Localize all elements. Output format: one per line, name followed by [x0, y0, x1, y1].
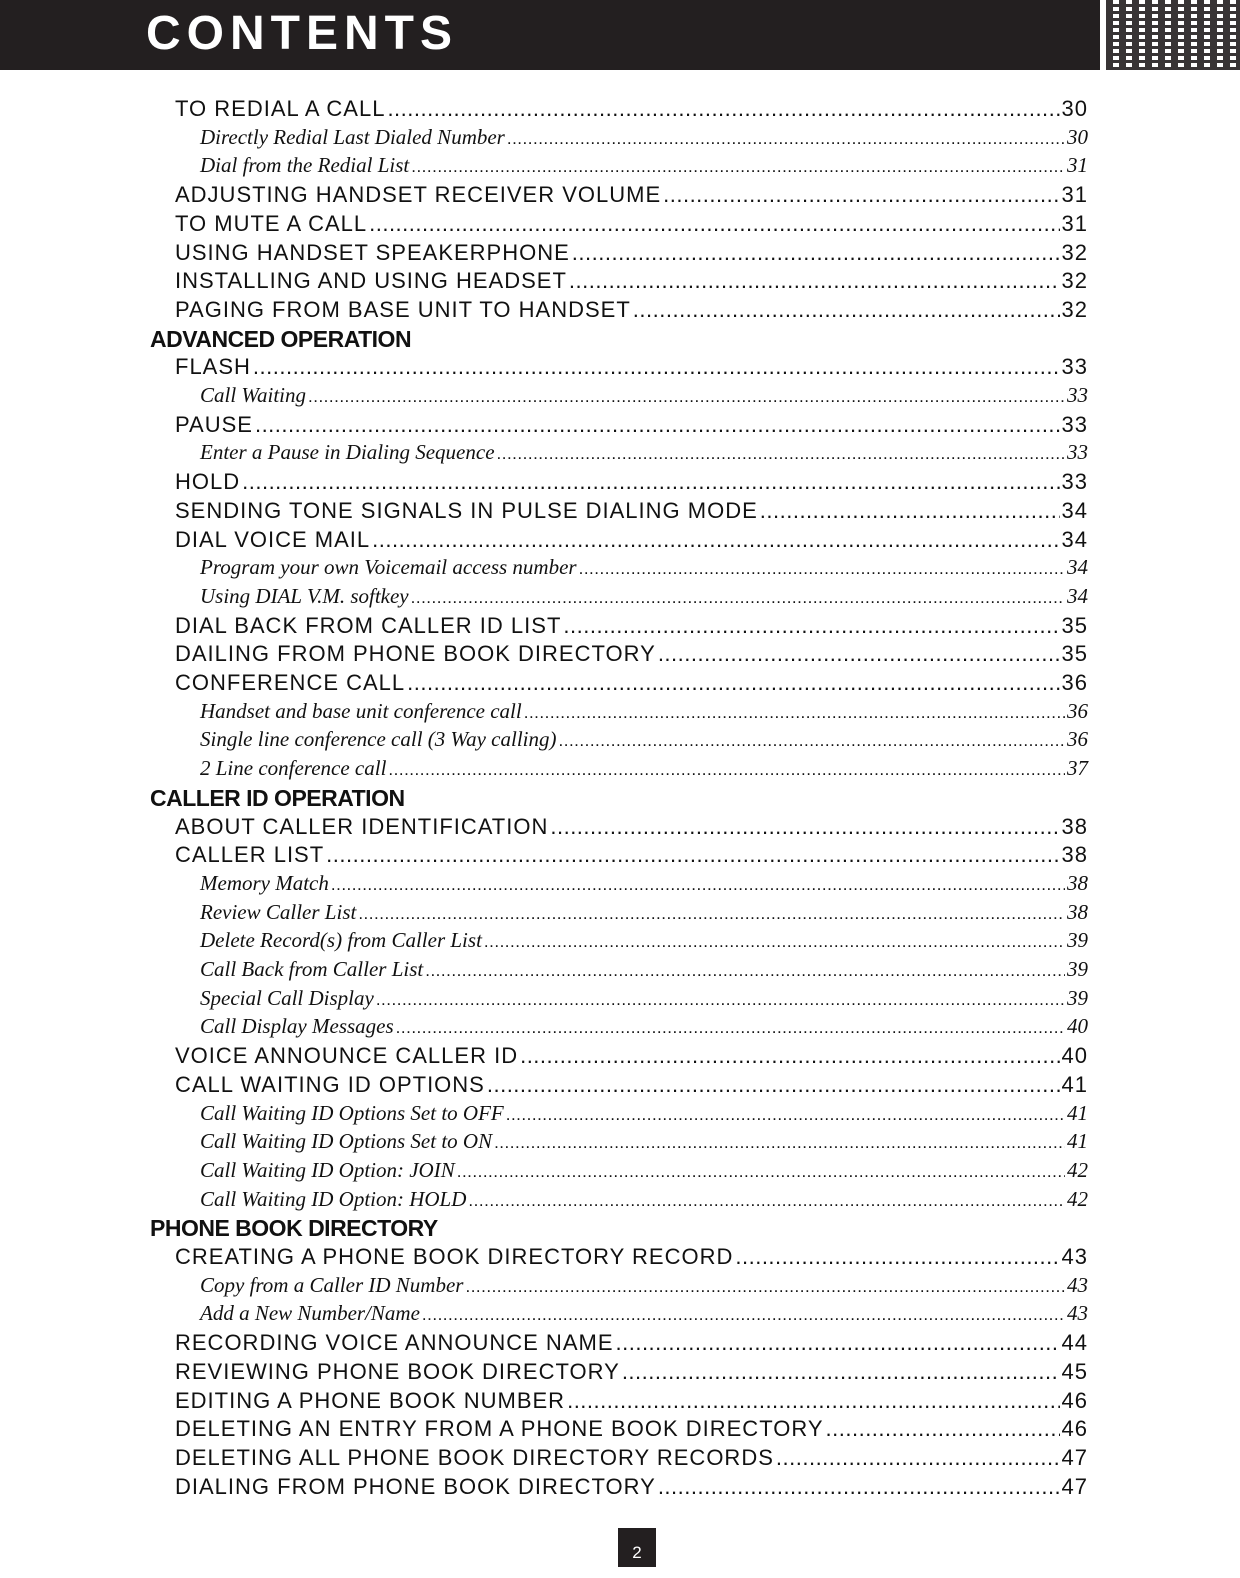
toc-page-number: 38	[1067, 900, 1088, 924]
toc-entry-label: Add a New Number/Name	[200, 1301, 420, 1325]
toc-subentry[interactable]	[200, 1187, 1088, 1216]
toc-entry[interactable]	[175, 469, 1088, 498]
toc-subentry[interactable]	[200, 986, 1088, 1015]
page-title: CONTENTS	[146, 7, 458, 60]
toc-entry[interactable]	[175, 297, 1088, 326]
toc-subentry[interactable]	[200, 125, 1088, 154]
toc-subentry[interactable]	[200, 1014, 1088, 1043]
toc-section-heading: ADVANCED OPERATION	[150, 326, 412, 352]
dot-leader	[465, 1277, 1065, 1297]
toc-page-number: 47	[1061, 1445, 1088, 1470]
dot-leader	[422, 1305, 1065, 1325]
toc-entry[interactable]	[175, 268, 1088, 297]
page-number: 2	[618, 1528, 656, 1567]
dot-leader	[468, 1191, 1065, 1211]
toc-page-number: 42	[1067, 1158, 1088, 1182]
toc-page-number: 33	[1061, 412, 1088, 437]
toc-entry-label: RECORDING VOICE ANNOUNCE NAME	[175, 1330, 614, 1355]
toc-subentry[interactable]	[200, 440, 1088, 469]
toc-entry-label: DIAL VOICE MAIL	[175, 527, 371, 552]
toc-page-number: 44	[1061, 1330, 1088, 1355]
toc-page-number: 41	[1067, 1129, 1088, 1153]
dot-leader	[579, 559, 1065, 579]
dot-leader	[425, 961, 1065, 981]
toc-entry[interactable]	[175, 96, 1088, 125]
toc-page-number: 46	[1061, 1388, 1088, 1413]
toc-entry-label: Call Display Messages	[200, 1014, 394, 1038]
dot-leader	[658, 1474, 1060, 1500]
toc-entry-label: Call Waiting ID Option: JOIN	[200, 1158, 455, 1182]
toc-page-number: 34	[1061, 527, 1088, 552]
toc-page-number: 47	[1061, 1474, 1088, 1499]
toc-entry[interactable]	[175, 354, 1088, 383]
toc-entry-label: Call Waiting ID Option: HOLD	[200, 1187, 467, 1211]
toc-page-number: 32	[1061, 297, 1088, 322]
dot-leader	[826, 1416, 1060, 1442]
toc-subentry[interactable]	[200, 727, 1088, 756]
toc-section-heading: CALLER ID OPERATION	[150, 785, 405, 811]
toc-page-number: 36	[1067, 699, 1088, 723]
toc-entry-label: 2 Line conference call	[200, 756, 387, 780]
toc-entry-label: DAILING FROM PHONE BOOK DIRECTORY	[175, 641, 656, 666]
toc-entry[interactable]	[175, 842, 1088, 871]
dot-leader	[616, 1330, 1060, 1356]
toc-entry-label: USING HANDSET SPEAKERPHONE	[175, 240, 570, 265]
toc-entry-label: PAGING FROM BASE UNIT TO HANDSET	[175, 297, 631, 322]
dot-leader	[563, 613, 1059, 639]
toc-page-number: 32	[1061, 268, 1088, 293]
toc-entry[interactable]	[175, 527, 1088, 556]
toc-entry-label: DELETING ALL PHONE BOOK DIRECTORY RECORDS	[175, 1445, 774, 1470]
dot-leader	[506, 1105, 1065, 1125]
toc-subentry[interactable]	[200, 871, 1088, 900]
dot-leader	[663, 182, 1059, 208]
header-pattern-decoration	[1106, 0, 1240, 70]
dot-leader	[358, 904, 1065, 924]
dot-leader	[396, 1018, 1065, 1038]
dot-leader	[524, 703, 1065, 723]
dot-leader	[457, 1162, 1065, 1182]
toc-entry-label: DIALING FROM PHONE BOOK DIRECTORY	[175, 1474, 656, 1499]
dot-leader	[411, 588, 1065, 608]
toc-page-number: 36	[1061, 670, 1088, 695]
dot-leader	[388, 760, 1065, 780]
toc-page-number: 43	[1067, 1301, 1088, 1325]
toc-page-number: 30	[1067, 125, 1088, 149]
toc-page-number: 33	[1067, 383, 1088, 407]
toc-entry-label: TO REDIAL A CALL	[175, 96, 386, 121]
toc-page-number: 43	[1067, 1273, 1088, 1297]
toc-page-number: 38	[1061, 842, 1088, 867]
toc-page-number: 32	[1061, 240, 1088, 265]
toc-page-number: 34	[1067, 584, 1088, 608]
toc-entry[interactable]	[175, 240, 1088, 269]
toc-entry[interactable]	[175, 613, 1088, 642]
dot-leader	[484, 932, 1065, 952]
toc-subentry[interactable]	[200, 584, 1088, 613]
toc-entry[interactable]	[175, 1388, 1088, 1417]
toc-subentry[interactable]	[200, 756, 1088, 785]
dot-leader	[569, 268, 1060, 294]
toc-entry-label: ADJUSTING HANDSET RECEIVER VOLUME	[175, 182, 662, 207]
toc-page-number: 34	[1061, 498, 1088, 523]
toc-entry-label: CONFERENCE CALL	[175, 670, 406, 695]
toc-entry[interactable]	[175, 1445, 1088, 1474]
toc-page-number: 35	[1061, 613, 1088, 638]
dot-leader	[487, 1072, 1060, 1098]
toc-entry-label: Copy from a Caller ID Number	[200, 1273, 464, 1297]
toc-page-number: 38	[1061, 814, 1088, 839]
toc-entry-label: EDITING A PHONE BOOK NUMBER	[175, 1388, 566, 1413]
toc-subentry[interactable]	[200, 1129, 1088, 1158]
toc-entry[interactable]	[175, 1416, 1088, 1445]
toc-page-number: 34	[1067, 555, 1088, 579]
toc-subentry[interactable]	[200, 928, 1088, 957]
toc-page-number: 45	[1061, 1359, 1088, 1384]
toc-page-number: 35	[1061, 641, 1088, 666]
dot-leader	[411, 157, 1065, 177]
dot-leader	[760, 498, 1060, 524]
toc-entry-label: TO MUTE A CALL	[175, 211, 368, 236]
toc-entry[interactable]	[175, 1474, 1088, 1503]
toc-page-number: 31	[1061, 182, 1088, 207]
toc-entry[interactable]	[175, 641, 1088, 670]
dot-leader	[550, 814, 1059, 840]
toc-page-number: 33	[1061, 354, 1088, 379]
toc-page-number: 30	[1061, 96, 1088, 121]
toc-page-number: 43	[1061, 1244, 1088, 1269]
toc-page-number: 41	[1061, 1072, 1088, 1097]
dot-leader	[735, 1244, 1059, 1270]
dot-leader	[559, 731, 1066, 751]
toc-subentry[interactable]	[200, 1301, 1088, 1330]
toc-entry-label: Using DIAL V.M. softkey	[200, 584, 409, 608]
toc-entry[interactable]	[175, 211, 1088, 240]
toc-entry-label: SENDING TONE SIGNALS IN PULSE DIALING MODE	[175, 498, 758, 523]
toc-page-number: 41	[1067, 1101, 1088, 1125]
header-bar	[0, 0, 1100, 70]
toc-subentry[interactable]	[200, 555, 1088, 584]
dot-leader	[622, 1359, 1060, 1385]
toc-entry-label: Call Back from Caller List	[200, 957, 424, 981]
toc-page-number: 39	[1067, 957, 1088, 981]
toc-entry-label: DELETING AN ENTRY FROM A PHONE BOOK DIRECTORY	[175, 1416, 824, 1441]
toc-entry-label: INSTALLING AND USING HEADSET	[175, 268, 567, 293]
toc-page-number: 31	[1067, 153, 1088, 177]
dot-leader	[387, 96, 1059, 122]
toc-entry[interactable]	[175, 670, 1088, 699]
toc-entry[interactable]	[175, 1072, 1088, 1101]
toc-subentry[interactable]	[200, 957, 1088, 986]
dot-leader	[369, 211, 1059, 237]
toc-page-number: 39	[1067, 928, 1088, 952]
toc-entry-label: DIAL BACK FROM CALLER ID LIST	[175, 613, 562, 638]
toc-page-number: 40	[1067, 1014, 1088, 1038]
toc-page-number: 39	[1067, 986, 1088, 1010]
dot-leader	[242, 469, 1059, 495]
toc-entry-label: Call Waiting ID Options Set to ON	[200, 1129, 493, 1153]
toc-entry-label: CALLER LIST	[175, 842, 325, 867]
toc-entry-label: FLASH	[175, 354, 251, 379]
toc-entry[interactable]	[175, 1330, 1088, 1359]
toc-entry[interactable]	[175, 814, 1088, 843]
toc-entry[interactable]	[175, 498, 1088, 527]
toc-entry-label: ABOUT CALLER IDENTIFICATION	[175, 814, 549, 839]
toc-entry-label: Dial from the Redial List	[200, 153, 410, 177]
toc-entry-label: Directly Redial Last Dialed Number	[200, 125, 505, 149]
toc-entry-label: Program your own Voicemail access number	[200, 555, 577, 579]
dot-leader	[253, 354, 1060, 380]
toc-subentry[interactable]	[200, 1158, 1088, 1187]
dot-leader	[507, 129, 1065, 149]
toc-page-number: 31	[1061, 211, 1088, 236]
dot-leader	[658, 641, 1060, 667]
dot-leader	[567, 1388, 1059, 1414]
toc-entry-label: Call Waiting	[200, 383, 306, 407]
toc-subentry[interactable]	[200, 153, 1088, 182]
dot-leader	[572, 240, 1060, 266]
toc-entry-label: CREATING A PHONE BOOK DIRECTORY RECORD	[175, 1244, 734, 1269]
toc-subentry[interactable]	[200, 1273, 1088, 1302]
dot-leader	[520, 1043, 1059, 1069]
toc-entry-label: Memory Match	[200, 871, 329, 895]
dot-leader	[407, 670, 1059, 696]
toc-entry-label: Single line conference call (3 Way calling)	[200, 727, 557, 751]
toc-page-number: 38	[1067, 871, 1088, 895]
toc-subentry[interactable]	[200, 383, 1088, 412]
dot-leader	[255, 412, 1060, 438]
toc-entry[interactable]	[175, 1244, 1088, 1273]
toc-subentry[interactable]	[200, 699, 1088, 728]
toc-section-heading: PHONE BOOK DIRECTORY	[150, 1215, 438, 1241]
toc-entry-label: CALL WAITING ID OPTIONS	[175, 1072, 485, 1097]
toc-entry-label: Review Caller List	[200, 900, 357, 924]
dot-leader	[376, 990, 1065, 1010]
toc-subentry[interactable]	[200, 1101, 1088, 1130]
toc-page-number: 33	[1061, 469, 1088, 494]
toc-entry-label: PAUSE	[175, 412, 253, 437]
dot-leader	[633, 297, 1060, 323]
dot-leader	[308, 387, 1065, 407]
toc-subentry[interactable]	[200, 900, 1088, 929]
toc-entry[interactable]	[175, 412, 1088, 441]
dot-leader	[497, 444, 1065, 464]
toc-entry-label: Special Call Display	[200, 986, 374, 1010]
toc-entry[interactable]	[175, 1359, 1088, 1388]
toc-entry-label: Call Waiting ID Options Set to OFF	[200, 1101, 504, 1125]
toc-entry-label: VOICE ANNOUNCE CALLER ID	[175, 1043, 519, 1068]
toc-entry[interactable]	[175, 1043, 1088, 1072]
dot-leader	[494, 1133, 1065, 1153]
toc-page-number: 40	[1061, 1043, 1088, 1068]
dot-leader	[331, 875, 1065, 895]
toc-entry-label: HOLD	[175, 469, 241, 494]
toc-entry-label: Handset and base unit conference call	[200, 699, 522, 723]
toc-page-number: 42	[1067, 1187, 1088, 1211]
toc-entry[interactable]	[175, 182, 1088, 211]
dot-leader	[372, 527, 1059, 553]
dot-leader	[776, 1445, 1060, 1471]
toc-entry-label: REVIEWING PHONE BOOK DIRECTORY	[175, 1359, 620, 1384]
toc-entry-label: Enter a Pause in Dialing Sequence	[200, 440, 495, 464]
toc-page-number: 36	[1067, 727, 1088, 751]
toc-page-number: 37	[1067, 756, 1088, 780]
dot-leader	[326, 842, 1059, 868]
toc-page-number: 33	[1067, 440, 1088, 464]
toc-page-number: 46	[1061, 1416, 1088, 1441]
toc-entry-label: Delete Record(s) from Caller List	[200, 928, 482, 952]
